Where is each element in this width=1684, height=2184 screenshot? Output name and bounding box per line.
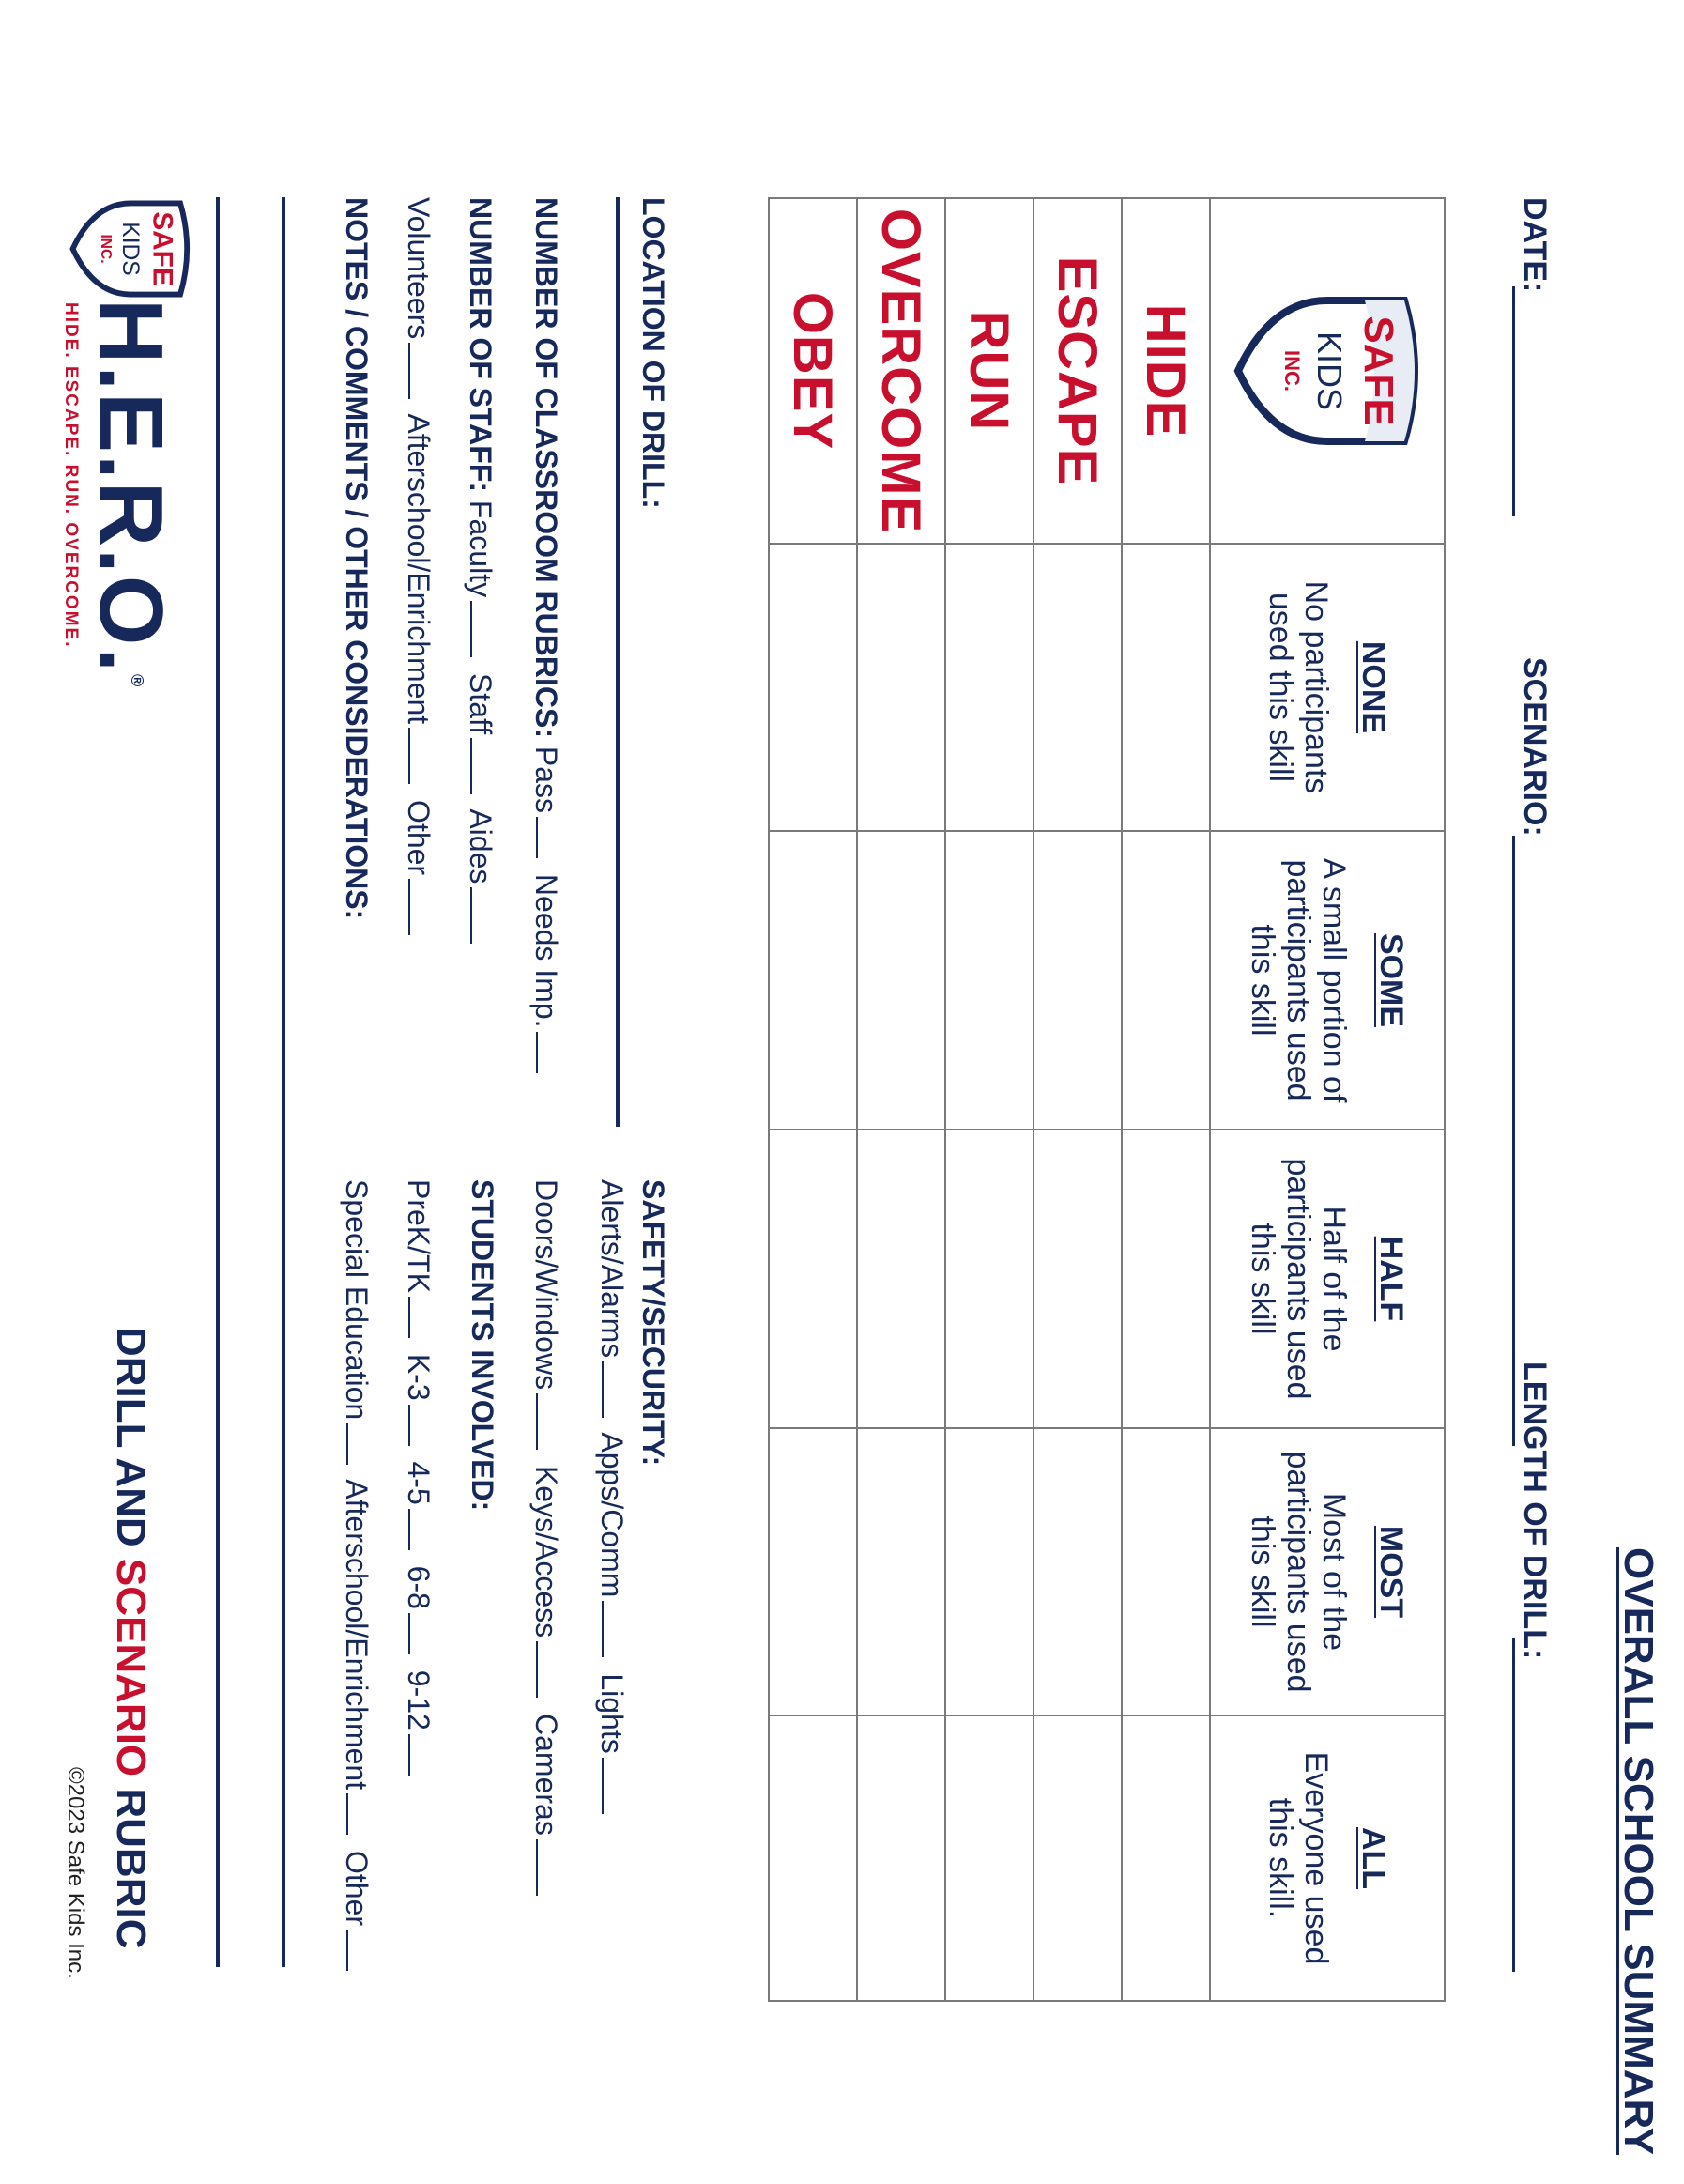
staff-label: NUMBER OF STAFF: [464, 197, 498, 493]
column-label: HALF [1373, 1236, 1410, 1322]
safety-doors-field[interactable] [536, 1393, 562, 1450]
column-half [1210, 1130, 1445, 1428]
page-title: OVERALL SCHOOL SUMMARY [1615, 1547, 1661, 2156]
rubric-cell[interactable] [945, 1428, 1033, 1715]
length-of-drill-field[interactable] [1512, 1638, 1515, 1972]
rubric-cell[interactable] [1033, 1715, 1122, 2001]
safety-lights-field[interactable] [602, 1758, 628, 1814]
rubric-footer-title [107, 1327, 154, 1948]
date-label: DATE: [1517, 197, 1553, 293]
students-row-2 [339, 1179, 374, 1978]
special-ed-field[interactable] [346, 1423, 373, 1465]
location-field[interactable] [616, 197, 620, 1127]
rubric-cell[interactable] [945, 1715, 1033, 2001]
rubric-cell[interactable] [945, 544, 1033, 831]
students-other-label: Other [340, 1851, 374, 1927]
classroom-rubrics-label: NUMBER OF CLASSROOM RUBRICS: [529, 197, 563, 738]
rubric-title-part1: DRILL AND [108, 1327, 154, 1559]
safety-doors-label: Doors/Windows [529, 1179, 563, 1391]
logo-cell [1210, 198, 1445, 544]
g45-label: 4-5 [402, 1461, 436, 1505]
k3-label: K-3 [402, 1353, 436, 1401]
rubric-cell[interactable] [857, 544, 945, 831]
g45-field[interactable] [408, 1509, 435, 1550]
notes-label: NOTES / COMMENTS / OTHER CONSIDERATIONS: [340, 197, 374, 920]
classroom-rubrics-row [528, 197, 563, 1081]
k3-field[interactable] [408, 1405, 435, 1446]
g68-label: 6-8 [402, 1565, 436, 1609]
date-field[interactable] [1512, 286, 1515, 516]
safety-cameras-field[interactable] [536, 1839, 562, 1896]
rubric-row-run [945, 198, 1033, 2001]
footer-logo-line2: KIDS [117, 222, 144, 276]
column-desc: No participants used this skill [1263, 580, 1335, 794]
needs-imp-label: Needs Imp. [529, 873, 563, 1028]
staff-row [463, 197, 498, 951]
staff-count-field[interactable] [470, 738, 497, 794]
logo-line1: SAFE [1355, 315, 1401, 426]
scenario-label: SCENARIO: [1517, 657, 1553, 837]
staff-row-2 [401, 197, 436, 943]
safety-label: SAFETY/SECURITY: [636, 1179, 670, 1467]
rubric-row-obey [769, 198, 857, 2001]
footer-shield-icon [69, 197, 191, 300]
rubric-cell[interactable] [1033, 1130, 1122, 1428]
rubric-cell[interactable] [1122, 1428, 1210, 1715]
skill-label: ESCAPE [1033, 198, 1122, 544]
staff-afterschool-field[interactable] [408, 728, 435, 784]
volunteers-label: Volunteers [402, 197, 436, 340]
rubric-row-hide [1122, 198, 1210, 2001]
rubric-cell[interactable] [769, 1428, 857, 1715]
footer-logo-line3: INC. [97, 234, 114, 264]
students-row-1 [401, 1179, 436, 1783]
hero-brand [79, 299, 182, 688]
safety-row-2 [528, 1179, 563, 1903]
scenario-field[interactable] [1512, 836, 1515, 1446]
students-other-field[interactable] [346, 1930, 373, 1971]
staff-count-label: Staff [464, 672, 498, 735]
column-none [1210, 544, 1445, 831]
rubric-header-row [1210, 198, 1445, 2001]
students-afterschool-label: Afterschool/Enrichment [340, 1479, 374, 1791]
rubric-cell[interactable] [857, 831, 945, 1130]
length-of-drill-label: LENGTH OF DRILL: [1517, 1361, 1553, 1660]
safety-keys-field[interactable] [536, 1641, 562, 1698]
safety-alerts-label: Alerts/Alarms [595, 1179, 629, 1359]
column-desc: Everyone used this skill. [1263, 1751, 1335, 1965]
g912-label: 9-12 [402, 1669, 436, 1730]
column-most [1210, 1428, 1445, 1715]
hero-brand-text: H.E.R.O. [81, 299, 181, 675]
rubric-title-part2: SCENARIO [108, 1558, 154, 1777]
logo-line3: INC. [1280, 350, 1304, 392]
footer-logo-line1: SAFE [146, 211, 178, 286]
safety-alerts-field[interactable] [602, 1361, 628, 1418]
rubric-cell[interactable] [945, 831, 1033, 1130]
notes-line-1[interactable] [282, 197, 285, 1967]
safe-kids-shield-icon [1233, 291, 1421, 451]
copyright: ©2023 Safe Kids Inc. [63, 1767, 88, 1979]
students-afterschool-field[interactable] [346, 1793, 373, 1835]
g68-field[interactable] [408, 1613, 435, 1654]
column-label: NONE [1355, 640, 1392, 734]
rubric-title-part3: RUBRIC [108, 1776, 154, 1949]
staff-other-label: Other [402, 800, 436, 876]
students-label: STUDENTS INVOLVED: [466, 1179, 499, 1512]
rubric-cell[interactable] [1122, 1130, 1210, 1428]
g912-field[interactable] [408, 1734, 435, 1776]
pass-label: Pass [529, 746, 563, 814]
rubric-cell[interactable] [1122, 544, 1210, 831]
skill-label: RUN [945, 198, 1033, 544]
safety-row-1 [594, 1179, 629, 1822]
column-all [1210, 1715, 1445, 2001]
rubric-cell[interactable] [1033, 1428, 1122, 1715]
column-desc: Half of the participants used this skill [1245, 1158, 1353, 1400]
location-label: LOCATION OF DRILL: [636, 197, 670, 509]
rubric-cell[interactable] [1122, 831, 1210, 1130]
skill-label: OVERCOME [857, 198, 945, 544]
rubric-cell[interactable] [857, 1715, 945, 2001]
staff-afterschool-label: Afterschool/Enrichment [402, 413, 436, 725]
column-some [1210, 831, 1445, 1130]
staff-other-field[interactable] [408, 879, 435, 935]
rubric-cell[interactable] [1122, 1715, 1210, 2001]
safety-cameras-label: Cameras [529, 1714, 563, 1836]
needs-imp-field[interactable] [536, 1032, 562, 1073]
rubric-cell[interactable] [857, 1130, 945, 1428]
rubric-row-overcome [857, 198, 945, 2001]
prek-label: PreK/TK [402, 1179, 436, 1293]
safety-apps-field[interactable] [602, 1601, 628, 1657]
rubric-cell[interactable] [1033, 544, 1122, 831]
volunteers-field[interactable] [408, 343, 435, 399]
rubric-cell[interactable] [1033, 831, 1122, 1130]
faculty-field[interactable] [470, 601, 497, 657]
notes-line-2[interactable] [216, 197, 220, 1967]
logo-line2: KIDS [1310, 331, 1349, 411]
rubric-cell[interactable] [857, 1428, 945, 1715]
aides-field[interactable] [470, 887, 497, 944]
safety-apps-label: Apps/Comm [595, 1432, 629, 1598]
safety-keys-label: Keys/Access [529, 1465, 563, 1638]
column-label: MOST [1373, 1525, 1410, 1619]
hero-tagline: HIDE. ESCAPE. RUN. OVERCOME. [61, 302, 81, 649]
column-label: SOME [1373, 932, 1410, 1028]
rubric-cell[interactable] [769, 1130, 857, 1428]
rubric-cell[interactable] [769, 1715, 857, 2001]
rubric-cell[interactable] [769, 831, 857, 1130]
column-label: ALL [1355, 1826, 1392, 1890]
safety-lights-label: Lights [595, 1673, 629, 1754]
faculty-label: Faculty [464, 500, 498, 598]
aides-label: Aides [464, 808, 498, 884]
skill-label: OBEY [769, 198, 857, 544]
prek-field[interactable] [408, 1297, 435, 1338]
column-desc: Most of the participants used this skill [1245, 1451, 1353, 1693]
skill-label: HIDE [1122, 198, 1210, 544]
rubric-cell[interactable] [769, 544, 857, 831]
rubric-row-escape [1033, 198, 1122, 2001]
rubric-cell[interactable] [945, 1130, 1033, 1428]
rubric-table [768, 197, 1446, 2002]
special-ed-label: Special Education [340, 1179, 374, 1421]
pass-field[interactable] [536, 817, 562, 858]
registered-mark: ® [128, 674, 146, 689]
column-desc: A small portion of participants used this skill [1245, 857, 1353, 1103]
